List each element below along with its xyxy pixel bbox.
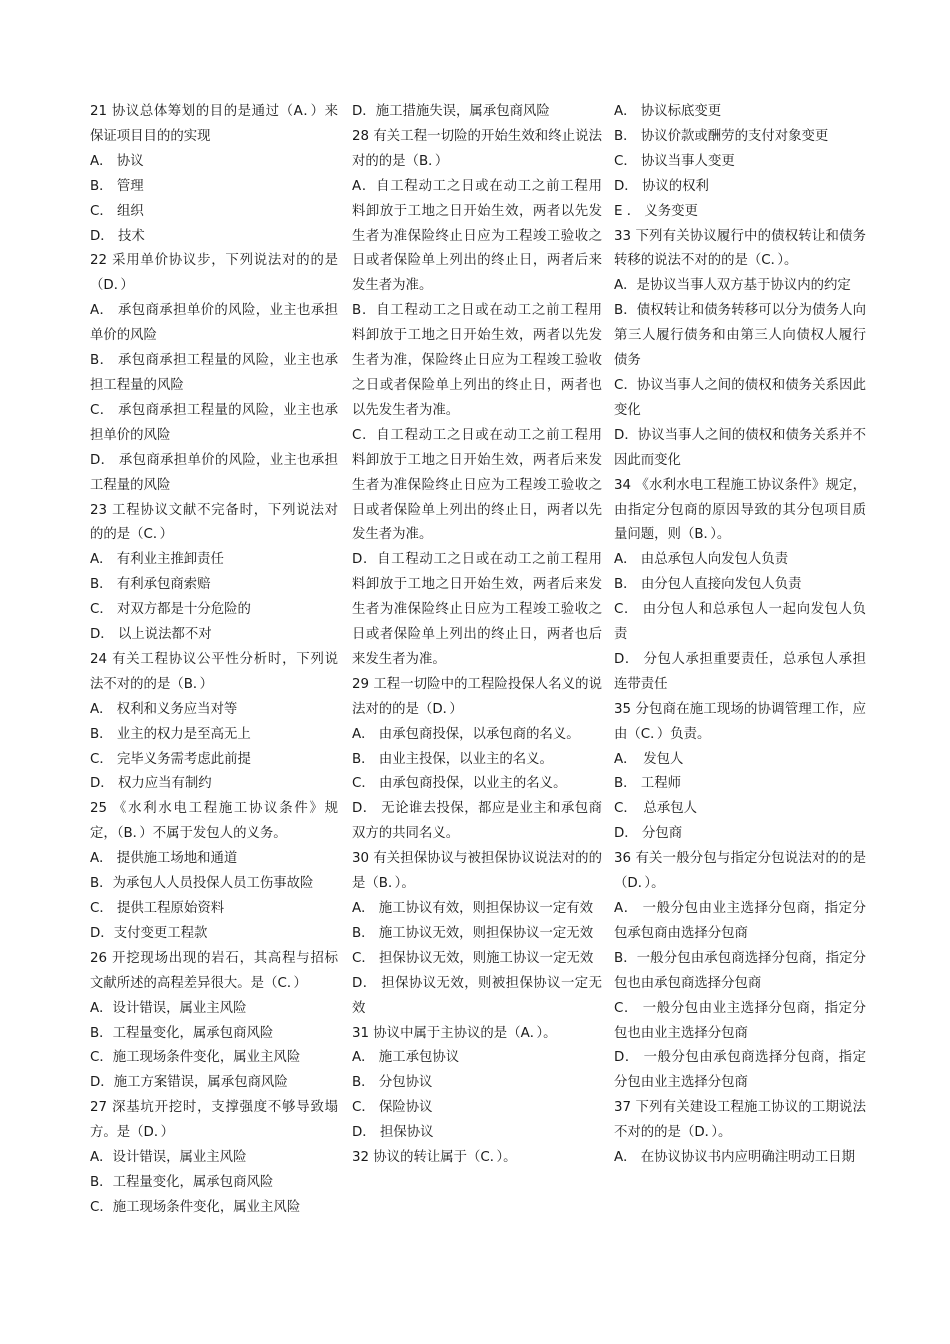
text-paragraph: A． 协议标底变更	[614, 104, 722, 119]
text-paragraph: B． 管理	[90, 178, 144, 194]
text-column-middle	[352, 100, 602, 1171]
text-paragraph: E ． 义务变更	[614, 203, 698, 219]
text-paragraph: D． 分包人承担重要责任，总承包人承担连带责任	[614, 651, 866, 692]
text-paragraph: C． 提供工程原始资料	[90, 901, 225, 916]
text-paragraph: A． 发包人	[614, 751, 684, 767]
text-paragraph: B． 由业主投保，以业主的名义。	[352, 751, 553, 767]
text-paragraph: D．支付变更工程款	[90, 925, 208, 941]
text-paragraph: B． 施工协议无效，则担保协议一定无效	[352, 925, 594, 941]
text-column-right	[614, 100, 866, 1171]
text-paragraph: 22 采用单价协议步，下列说法对的的是（D．）	[90, 253, 338, 294]
text-paragraph: D． 承包商承担单价的风险，业主也承担工程量的风险	[90, 452, 338, 493]
text-paragraph: B．工程量变化，属承包商风险	[90, 1174, 274, 1190]
text-paragraph: D． 担保协议无效，则被担保协议一定无效	[352, 975, 602, 1016]
text-paragraph: A． 协议	[90, 153, 144, 169]
text-paragraph: A． 承包商承担单价的风险，业主也承担单价的风险	[90, 303, 338, 344]
text-paragraph: B． 工程师	[614, 776, 682, 792]
text-paragraph: 33 下列有关协议履行中的债权转让和债务转移的说法不对的的是（C．）。	[614, 228, 866, 269]
text-paragraph: D．协议当事人之间的债权和债务关系并不因此而变化	[614, 427, 866, 468]
text-paragraph: D．施工措施失误，属承包商风险	[352, 104, 550, 119]
text-paragraph: A． 一般分包由业主选择分包商，指定分包承包商由选择分包商	[614, 901, 866, 941]
text-paragraph: A． 由承包商投保，以承包商的名义。	[352, 726, 580, 742]
text-paragraph: D．自工程动工之日或在动工之前工程用料卸放于工地之日开始生效，两者后来发生者为准保险终止日应为工程竣工验收之日或者保险单上列出的终止日，两者也后来发生者为准。	[352, 552, 602, 667]
text-paragraph: D． 技术	[90, 228, 145, 244]
text-paragraph: D．施工方案错误，属承包商风险	[90, 1075, 288, 1091]
text-column-left	[90, 100, 338, 1221]
text-paragraph: 24 有关工程协议公平性分析时，下列说法不对的的是（B．）	[90, 651, 338, 692]
text-paragraph: C． 协议当事人变更	[614, 153, 735, 169]
text-paragraph: C． 承包商承担工程量的风险，业主也承担单价的风险	[90, 402, 338, 443]
text-paragraph: D． 权力应当有制约	[90, 776, 212, 792]
text-paragraph: A．是协议当事人双方基于协议内的约定	[614, 278, 851, 294]
text-paragraph: B． 业主的权力是至高无上	[90, 726, 251, 742]
text-paragraph: C．协议当事人之间的债权和债务关系因此变化	[614, 377, 866, 418]
text-paragraph: C．施工现场条件变化，属业主风险	[90, 1050, 301, 1066]
text-paragraph: B． 由分包人直接向发包人负责	[614, 577, 802, 593]
text-paragraph: B．自工程动工之日或在动工之前工程用料卸放于工地之日开始生效，两者以先发生者为准，保险终止日应为工程竣工验收之日或者保险单上列出的终止日，两者也以先发生者为准。	[352, 303, 602, 418]
text-paragraph: 23 工程协议文献不完备时，下列说法对的的是（C．）	[90, 502, 338, 543]
text-paragraph: B．为承包人人员投保人员工伤事故险	[90, 876, 314, 892]
text-paragraph: 27 深基坑开挖时，支撑强度不够导致塌方。是（D．）	[90, 1100, 338, 1141]
text-paragraph: 28 有关工程一切险的开始生效和终止说法对的的是（B．）	[352, 128, 602, 169]
text-paragraph: 36 有关一般分包与指定分包说法对的的是（D．）。	[614, 851, 866, 892]
text-paragraph: C． 一般分包由业主选择分包商，指定分包也由业主选择分包商	[614, 1000, 866, 1041]
text-paragraph: D． 担保协议	[352, 1125, 434, 1141]
text-paragraph: B． 分包协议	[352, 1075, 433, 1091]
text-paragraph: C． 对双方都是十分危险的	[90, 602, 251, 618]
text-paragraph: C． 由分包人和总承包人一起向发包人负责	[614, 602, 866, 643]
text-paragraph: C． 担保协议无效，则施工协议一定无效	[352, 950, 594, 966]
text-paragraph: D． 一般分包由承包商选择分包商，指定分包由业主选择分包商	[614, 1050, 866, 1091]
text-paragraph: A． 提供施工场地和通道	[90, 851, 238, 867]
text-paragraph: A． 施工协议有效，则担保协议一定有效	[352, 901, 594, 916]
text-paragraph: B． 协议价款或酬劳的支付对象变更	[614, 128, 829, 144]
text-paragraph: B． 有利承包商索赔	[90, 577, 211, 593]
text-paragraph: D． 无论谁去投保，都应是业主和承包商双方的共同名义。	[352, 801, 602, 842]
text-paragraph: 31 协议中属于主协议的是（A．）。	[352, 1025, 557, 1041]
text-paragraph: D． 分包商	[614, 826, 683, 842]
text-paragraph: 37 下列有关建设工程施工协议的工期说法不对的的是（D．）。	[614, 1100, 866, 1141]
text-paragraph: C．施工现场条件变化，属业主风险	[90, 1199, 301, 1215]
text-paragraph: A．自工程动工之日或在动工之前工程用料卸放于工地之日开始生效，两者以先发生者为准保险终止日应为工程竣工验收之日或者保险单上列出的终止日，两者后来发生者为准。	[352, 178, 602, 294]
text-paragraph: A． 有利业主推卸责任	[90, 552, 224, 568]
text-paragraph: A． 权利和义务应当对等	[90, 701, 238, 717]
text-paragraph: B． 承包商承担工程量的风险，业主也承担工程量的风险	[90, 353, 338, 393]
text-paragraph: D． 协议的权利	[614, 178, 709, 194]
text-paragraph: 29 工程一切险中的工程险投保人名义的说法对的的是（D．）	[352, 676, 602, 717]
text-paragraph: C．自工程动工之日或在动工之前工程用料卸放于工地之日开始生效，两者后来发生者为准保险终止日应为工程竣工验收之日或者保险单上列出的终止日，两者以先发生者为准。	[352, 427, 602, 543]
text-paragraph: C． 保险协议	[352, 1100, 433, 1116]
text-paragraph: A． 由总承包人向发包人负责	[614, 552, 789, 568]
text-paragraph: 34 《水利水电工程施工协议条件》规定，由指定分包商的原因导致的其分包项目质量问题，则（B．）。	[614, 477, 866, 543]
text-paragraph: 35 分包商在施工现场的协调管理工作，应由（C．）负责。	[614, 701, 866, 742]
text-paragraph: C． 总承包人	[614, 801, 697, 817]
text-paragraph: B．工程量变化，属承包商风险	[90, 1025, 274, 1041]
text-paragraph: 25 《水利水电工程施工协议条件》规定，（B．）不属于发包人的义务。	[90, 801, 338, 842]
text-paragraph: C． 由承包商投保，以业主的名义。	[352, 776, 567, 792]
text-paragraph: A． 在协议协议书内应明确注明动工日期	[614, 1150, 856, 1166]
text-paragraph: C． 组织	[90, 203, 144, 219]
text-paragraph: 32 协议的转让属于（C．）。	[352, 1150, 517, 1166]
text-paragraph: A．设计错误，属业主风险	[90, 1000, 247, 1016]
text-paragraph: D． 以上说法都不对	[90, 627, 212, 643]
text-paragraph: B．一般分包由承包商选择分包商，指定分包也由承包商选择分包商	[614, 950, 866, 991]
text-paragraph: B．债权转让和债务转移可以分为债务人向第三人履行债务和由第三人向债权人履行债务	[614, 303, 866, 369]
text-paragraph: C． 完毕义务需考虑此前提	[90, 751, 251, 767]
text-paragraph: 26 开挖现场出现的岩石，其高程与招标文献所述的高程差异很大。是（C．）	[90, 950, 338, 991]
text-paragraph: A． 施工承包协议	[352, 1050, 460, 1066]
text-paragraph: A．设计错误，属业主风险	[90, 1150, 247, 1166]
text-paragraph: 30 有关担保协议与被担保协议说法对的的是（B．）。	[352, 851, 602, 892]
text-paragraph: 21 协议总体筹划的目的是通过（A．）来保证项目目的的实现	[90, 104, 338, 144]
